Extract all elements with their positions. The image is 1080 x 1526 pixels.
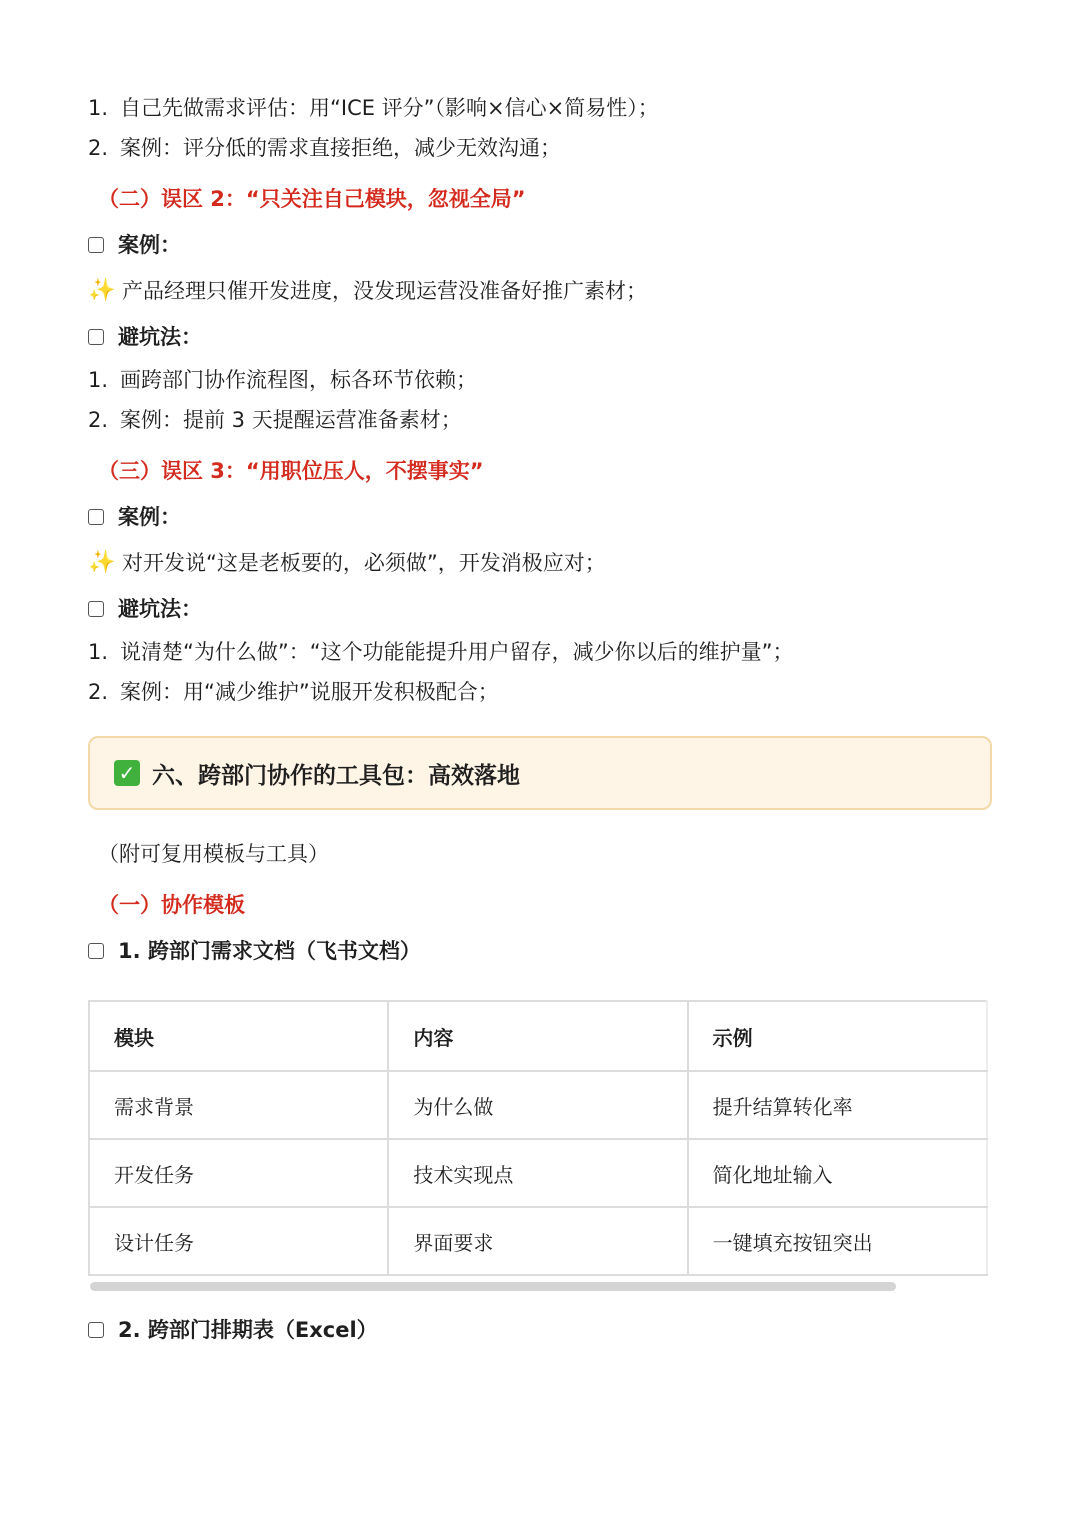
case-text: 产品经理只催开发进度，没发现运营没准备好推广素材； bbox=[122, 279, 647, 303]
table-header-cell: 示例 bbox=[688, 1001, 987, 1071]
requirements-table bbox=[88, 1000, 988, 1276]
list-text: 案例：用“减少维护”说服开发积极配合； bbox=[120, 680, 499, 704]
list-item bbox=[88, 632, 992, 672]
list-text: 画跨部门协作流程图，标各环节依赖； bbox=[120, 368, 477, 392]
list-text: 说清楚“为什么做”：“这个功能能提升用户留存，减少你以后的维护量”； bbox=[120, 640, 794, 664]
todo-item-case bbox=[88, 494, 992, 540]
checkbox[interactable] bbox=[88, 237, 104, 253]
table-cell: 提升结算转化率 bbox=[688, 1071, 987, 1139]
table-row bbox=[89, 1207, 987, 1275]
table-cell: 界面要求 bbox=[388, 1207, 687, 1275]
list-text: 案例：评分低的需求直接拒绝，减少无效沟通； bbox=[120, 136, 561, 160]
table-cell: 一键填充按钮突出 bbox=[688, 1207, 987, 1275]
case-description bbox=[88, 268, 992, 314]
todo-item-avoid bbox=[88, 314, 992, 360]
case-description bbox=[88, 540, 992, 586]
table-header-row bbox=[89, 1001, 987, 1071]
todo-label: 避坑法： bbox=[118, 597, 202, 621]
sparkles-icon: ✨ bbox=[88, 550, 116, 575]
todo-label: 2. 跨部门排期表（Excel） bbox=[118, 1318, 378, 1342]
table-cell: 技术实现点 bbox=[388, 1139, 687, 1207]
list-item bbox=[88, 88, 992, 128]
check-mark-icon: ✓ bbox=[114, 760, 140, 786]
note-text: （附可复用模板与工具） bbox=[98, 842, 329, 866]
todo-label: 避坑法： bbox=[118, 325, 202, 349]
table-cell: 设计任务 bbox=[89, 1207, 388, 1275]
table-header-cell: 内容 bbox=[388, 1001, 687, 1071]
checkbox[interactable] bbox=[88, 329, 104, 345]
list-number: 1. bbox=[88, 96, 109, 120]
table-cell: 需求背景 bbox=[89, 1071, 388, 1139]
list-number: 1. bbox=[88, 640, 109, 664]
todo-item-avoid bbox=[88, 586, 992, 632]
list-number: 1. bbox=[88, 368, 109, 392]
todo-label: 案例： bbox=[118, 505, 181, 529]
list-item bbox=[88, 672, 992, 712]
table-row bbox=[89, 1139, 987, 1207]
list-number: 2. bbox=[88, 680, 109, 704]
table-row bbox=[89, 1071, 987, 1139]
callout-title: 六、跨部门协作的工具包：高效落地 bbox=[152, 762, 520, 789]
table-cell: 为什么做 bbox=[388, 1071, 687, 1139]
list-number: 2. bbox=[88, 136, 109, 160]
list-text: 案例：提前 3 天提醒运营准备素材； bbox=[120, 408, 462, 432]
list-item bbox=[88, 400, 992, 440]
list-item bbox=[88, 128, 992, 168]
table-header-cell: 模块 bbox=[89, 1001, 388, 1071]
list-item bbox=[88, 360, 992, 400]
todo-label: 案例： bbox=[118, 233, 181, 257]
horizontal-scrollbar[interactable] bbox=[90, 1282, 896, 1291]
todo-item-excel bbox=[88, 1307, 992, 1353]
table-cell: 开发任务 bbox=[89, 1139, 388, 1207]
section-heading-misconception-2: （二）误区 2：“只关注自己模块，忽视全局” bbox=[98, 187, 526, 211]
section-heading-templates: （一）协作模板 bbox=[98, 893, 245, 917]
case-text: 对开发说“这是老板要的，必须做”，开发消极应对； bbox=[122, 551, 606, 575]
list-text: 自己先做需求评估：用“ICE 评分”（影响×信心×简易性）； bbox=[120, 96, 659, 120]
sparkles-icon: ✨ bbox=[88, 278, 116, 303]
checkbox[interactable] bbox=[88, 943, 104, 959]
section-heading-misconception-3: （三）误区 3：“用职位压人，不摆事实” bbox=[98, 459, 484, 483]
list-number: 2. bbox=[88, 408, 109, 432]
callout-section-6 bbox=[88, 736, 992, 810]
document-page bbox=[88, 88, 992, 1353]
checkbox[interactable] bbox=[88, 1322, 104, 1338]
requirements-table-container bbox=[88, 1000, 988, 1291]
checkbox[interactable] bbox=[88, 601, 104, 617]
todo-label: 1. 跨部门需求文档（飞书文档） bbox=[118, 939, 421, 963]
checkbox[interactable] bbox=[88, 509, 104, 525]
table-cell: 简化地址输入 bbox=[688, 1139, 987, 1207]
todo-item-case bbox=[88, 222, 992, 268]
todo-item-doc bbox=[88, 928, 992, 974]
